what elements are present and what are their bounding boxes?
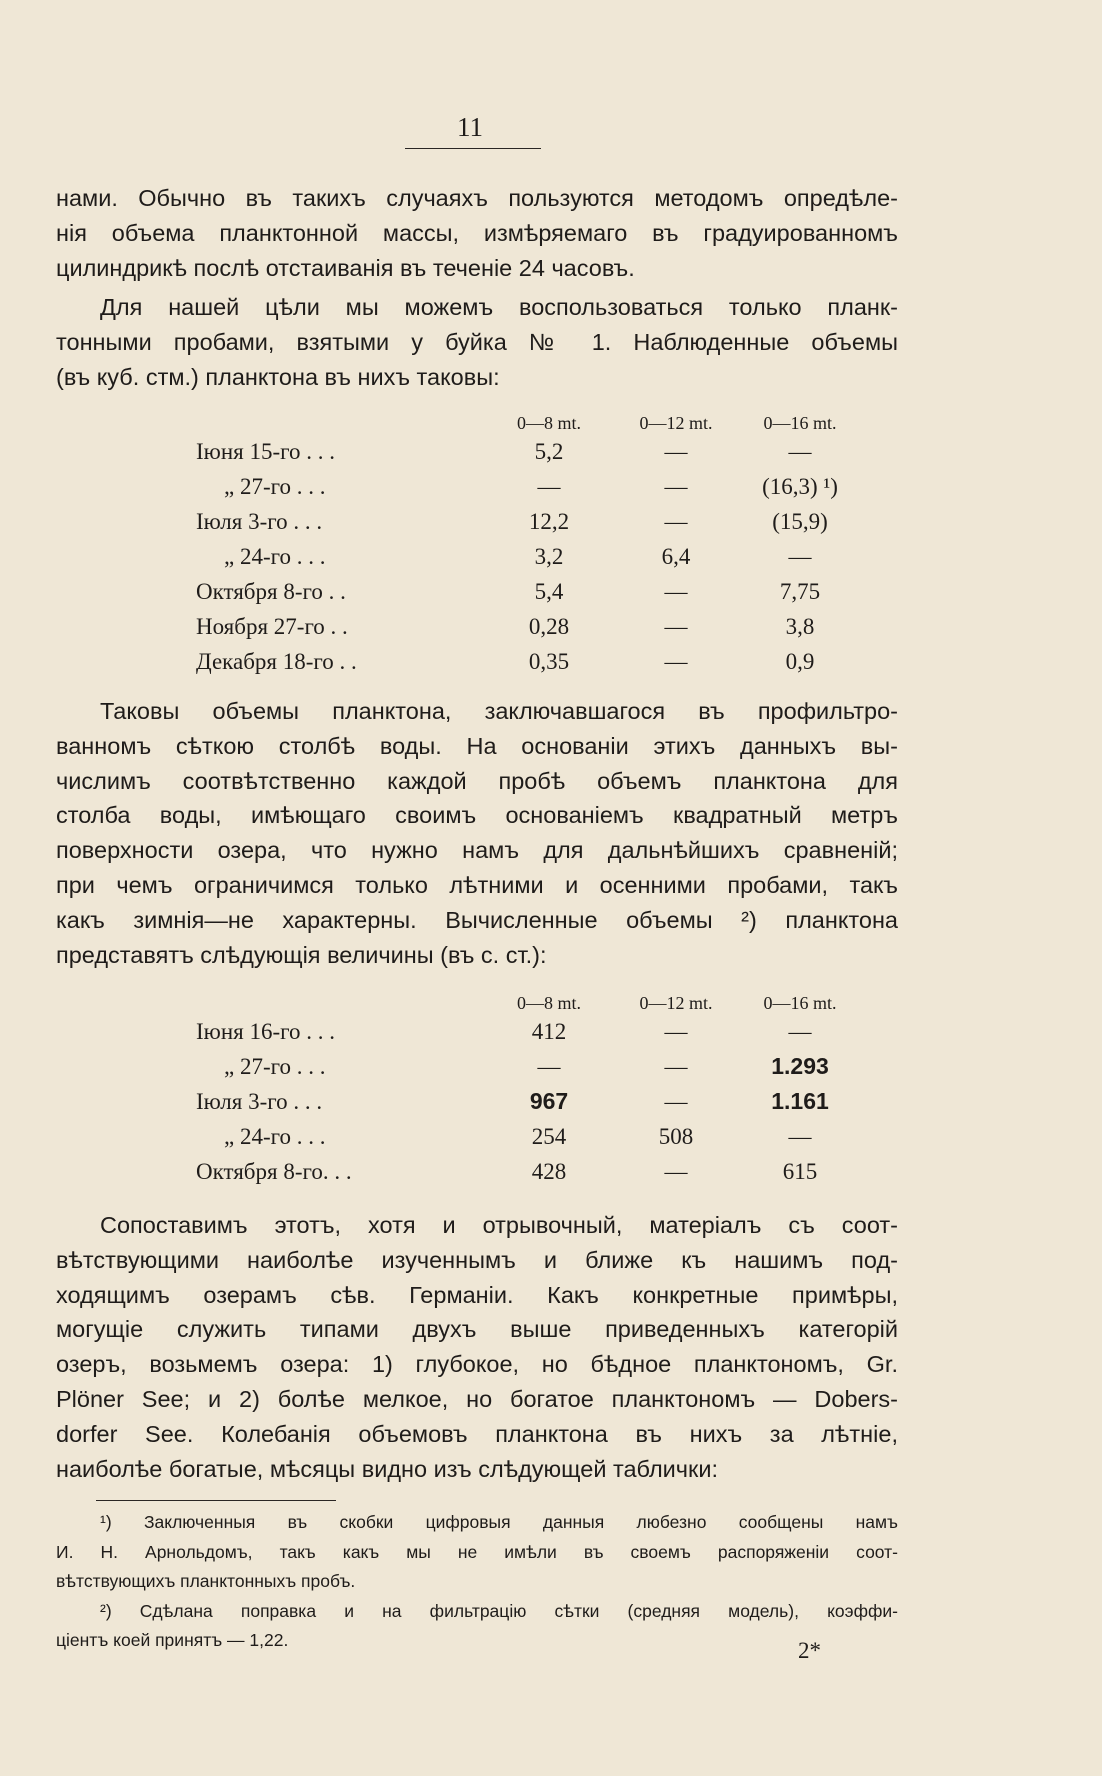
- row-label: Ноября 27-го . .: [196, 613, 348, 639]
- cell: —: [664, 1088, 688, 1114]
- table-row: [56, 539, 864, 574]
- row-label: Іюля 3-го . . .: [196, 1088, 323, 1114]
- column-header: 0—12 mt.: [639, 993, 713, 1013]
- cell: —: [664, 438, 688, 464]
- row-label: Іюня 15-го . . .: [196, 438, 335, 464]
- text-line: Сопоставимъ этотъ, хотя и отрывочный, матеріалъ съ соот-: [100, 1212, 898, 1238]
- cell: —: [664, 508, 688, 534]
- row-label: „ 24-го . . .: [224, 543, 326, 569]
- plankton-volume-table: [56, 402, 864, 679]
- text-line: dorfer See. Колебанія объемовъ планктона въ нихъ за лѣтніе,: [56, 1420, 898, 1447]
- column-header: 0—16 mt.: [763, 413, 837, 433]
- cell: 508: [658, 1123, 694, 1149]
- table-row: [56, 644, 864, 679]
- cell: 12,2: [528, 508, 570, 534]
- text-line: нія объема планктонной массы, измѣряемаго въ градуированномъ: [56, 219, 898, 246]
- cell: 1.293: [771, 1053, 829, 1079]
- header-rule: [405, 148, 541, 149]
- cell: —: [788, 1018, 812, 1044]
- cell: 3,2: [534, 543, 564, 569]
- row-label: Іюня 16-го . . .: [196, 1018, 335, 1044]
- cell: —: [664, 578, 688, 604]
- text-line: Plöner See; и 2) болѣе мелкое, но богатое планктономъ — Dobers-: [56, 1385, 898, 1412]
- cell: (15,9): [772, 508, 828, 534]
- row-label: Декабря 18-го . .: [196, 648, 357, 674]
- cell: 1.161: [771, 1088, 829, 1114]
- text-line: (въ куб. стм.) планктона въ нихъ таковы:: [56, 363, 500, 390]
- text-line: тонными пробами, взятыми у буйка № 1. Наблюденные объемы: [56, 328, 898, 355]
- footnote-line: вѣтствующихъ планктонныхъ пробъ.: [56, 1571, 356, 1591]
- column-header: 0—8 mt.: [516, 993, 581, 1013]
- paragraph-1: [56, 181, 898, 285]
- row-label: „ 27-го . . .: [224, 1053, 326, 1079]
- column-header: 0—16 mt.: [763, 993, 837, 1013]
- footnote-line: ²) Сдѣлана поправка и на фильтрацію сѣтки (средняя модель), коэффи-: [100, 1600, 898, 1621]
- cell: 5,2: [534, 438, 564, 464]
- text-line: могущіе служить типами двухъ выше приведенныхъ категорій: [56, 1316, 898, 1343]
- cell: —: [664, 648, 688, 674]
- cell: 3,8: [785, 613, 815, 639]
- cell: 6,4: [661, 543, 691, 569]
- cell: 7,75: [779, 578, 821, 604]
- cell: —: [664, 473, 688, 499]
- text-line: поверхности озера, что нужно намъ для дальнѣйшихъ сравненій;: [56, 837, 898, 864]
- table-row: [56, 574, 864, 609]
- cell: 5,4: [534, 578, 564, 604]
- cell: —: [664, 613, 688, 639]
- paragraph-3: [56, 694, 898, 972]
- text-line: нами. Обычно въ такихъ случаяхъ пользуются методомъ опредѣле-: [56, 185, 898, 211]
- footnote-rule: [96, 1500, 336, 1501]
- cell: —: [664, 1158, 688, 1184]
- column-header: 0—8 mt.: [516, 413, 581, 433]
- text-line: столба воды, имѣющаго своимъ основаніемъ квадратный метръ: [56, 802, 898, 829]
- cell: —: [664, 1018, 688, 1044]
- text-line: озеръ, возьмемъ озера: 1) глубокое, но бѣдное планктономъ, Gr.: [56, 1351, 898, 1378]
- footnote-1: [56, 1508, 898, 1597]
- table-row: [56, 1154, 864, 1189]
- cell: —: [788, 543, 812, 569]
- text-line: ванномъ сѣткою столбѣ воды. На основаніи этихъ данныхъ вы-: [56, 732, 898, 759]
- table-row: [56, 434, 864, 469]
- cell: 428: [531, 1158, 567, 1184]
- text-line: наиболѣе богатые, мѣсяцы видно изъ слѣдующей таблички:: [56, 1455, 718, 1482]
- cell: 0,9: [785, 648, 815, 674]
- footnote-line: ціентъ коей принятъ — 1,22.: [56, 1630, 289, 1650]
- table-row: [56, 504, 864, 539]
- row-label: Октября 8-го. . .: [196, 1158, 352, 1184]
- footnote-line: ¹) Заключенныя въ скобки цифровыя данныя любезно сообщены намъ: [100, 1512, 898, 1532]
- table-header-row: [56, 402, 864, 434]
- cell: 254: [531, 1123, 567, 1149]
- text-line: при чемъ ограничимся только лѣтними и осенними пробами, такъ: [56, 871, 898, 898]
- footnotes: [56, 1508, 898, 1656]
- text-line: Для нашей цѣли мы можемъ воспользоваться только планк-: [100, 294, 898, 320]
- cell: 0,35: [528, 648, 570, 674]
- cell: 412: [531, 1018, 567, 1044]
- table-row: [56, 1014, 864, 1049]
- computed-volume-table: [56, 982, 864, 1189]
- text-line: Таковы объемы планктона, заключавшагося въ профильтро-: [100, 698, 898, 724]
- page-number: 11: [457, 112, 483, 142]
- cell: (16,3) ¹): [762, 473, 838, 499]
- cell: —: [537, 1053, 561, 1079]
- table-row: [56, 1119, 864, 1154]
- text-line: какъ зимнія—не характерны. Вычисленные объемы ²) планктона: [56, 906, 898, 933]
- cell: —: [788, 1123, 812, 1149]
- column-header: 0—12 mt.: [639, 413, 713, 433]
- footnote-2: [56, 1597, 898, 1656]
- table-row: [56, 1084, 864, 1119]
- paragraph-2: [56, 290, 898, 394]
- paragraph-4: [56, 1208, 898, 1486]
- footnote-line: И. Н. Арнольдомъ, такъ какъ мы не имѣли въ своемъ распоряженіи соот-: [56, 1541, 898, 1562]
- text-line: ходящимъ озерамъ сѣв. Германіи. Какъ конкретные примѣры,: [56, 1281, 898, 1308]
- cell: —: [788, 438, 812, 464]
- table-row: [56, 1049, 864, 1084]
- table-row: [56, 469, 864, 504]
- cell: —: [537, 473, 561, 499]
- cell: —: [664, 1053, 688, 1079]
- text-line: числимъ соотвѣтственно каждой пробѣ объемъ планктона для: [56, 767, 898, 794]
- row-label: „ 24-го . . .: [224, 1123, 326, 1149]
- row-label: „ 27-го . . .: [224, 473, 326, 499]
- signature-mark: 2*: [798, 1638, 821, 1663]
- row-label: Октября 8-го . .: [196, 578, 346, 604]
- text-line: вѣтствующими наиболѣе изученнымъ и ближе къ нашимъ под-: [56, 1246, 898, 1273]
- cell: 615: [782, 1158, 818, 1184]
- text-line: представятъ слѣдующія величины (въ с. ст.):: [56, 941, 547, 968]
- table-header-row: [56, 982, 864, 1014]
- row-label: Іюля 3-го . . .: [196, 508, 323, 534]
- table-row: [56, 609, 864, 644]
- cell: 967: [529, 1088, 569, 1114]
- cell: 0,28: [528, 613, 570, 639]
- text-line: цилиндрикѣ послѣ отстаиванія въ теченіе 24 часовъ.: [56, 254, 635, 281]
